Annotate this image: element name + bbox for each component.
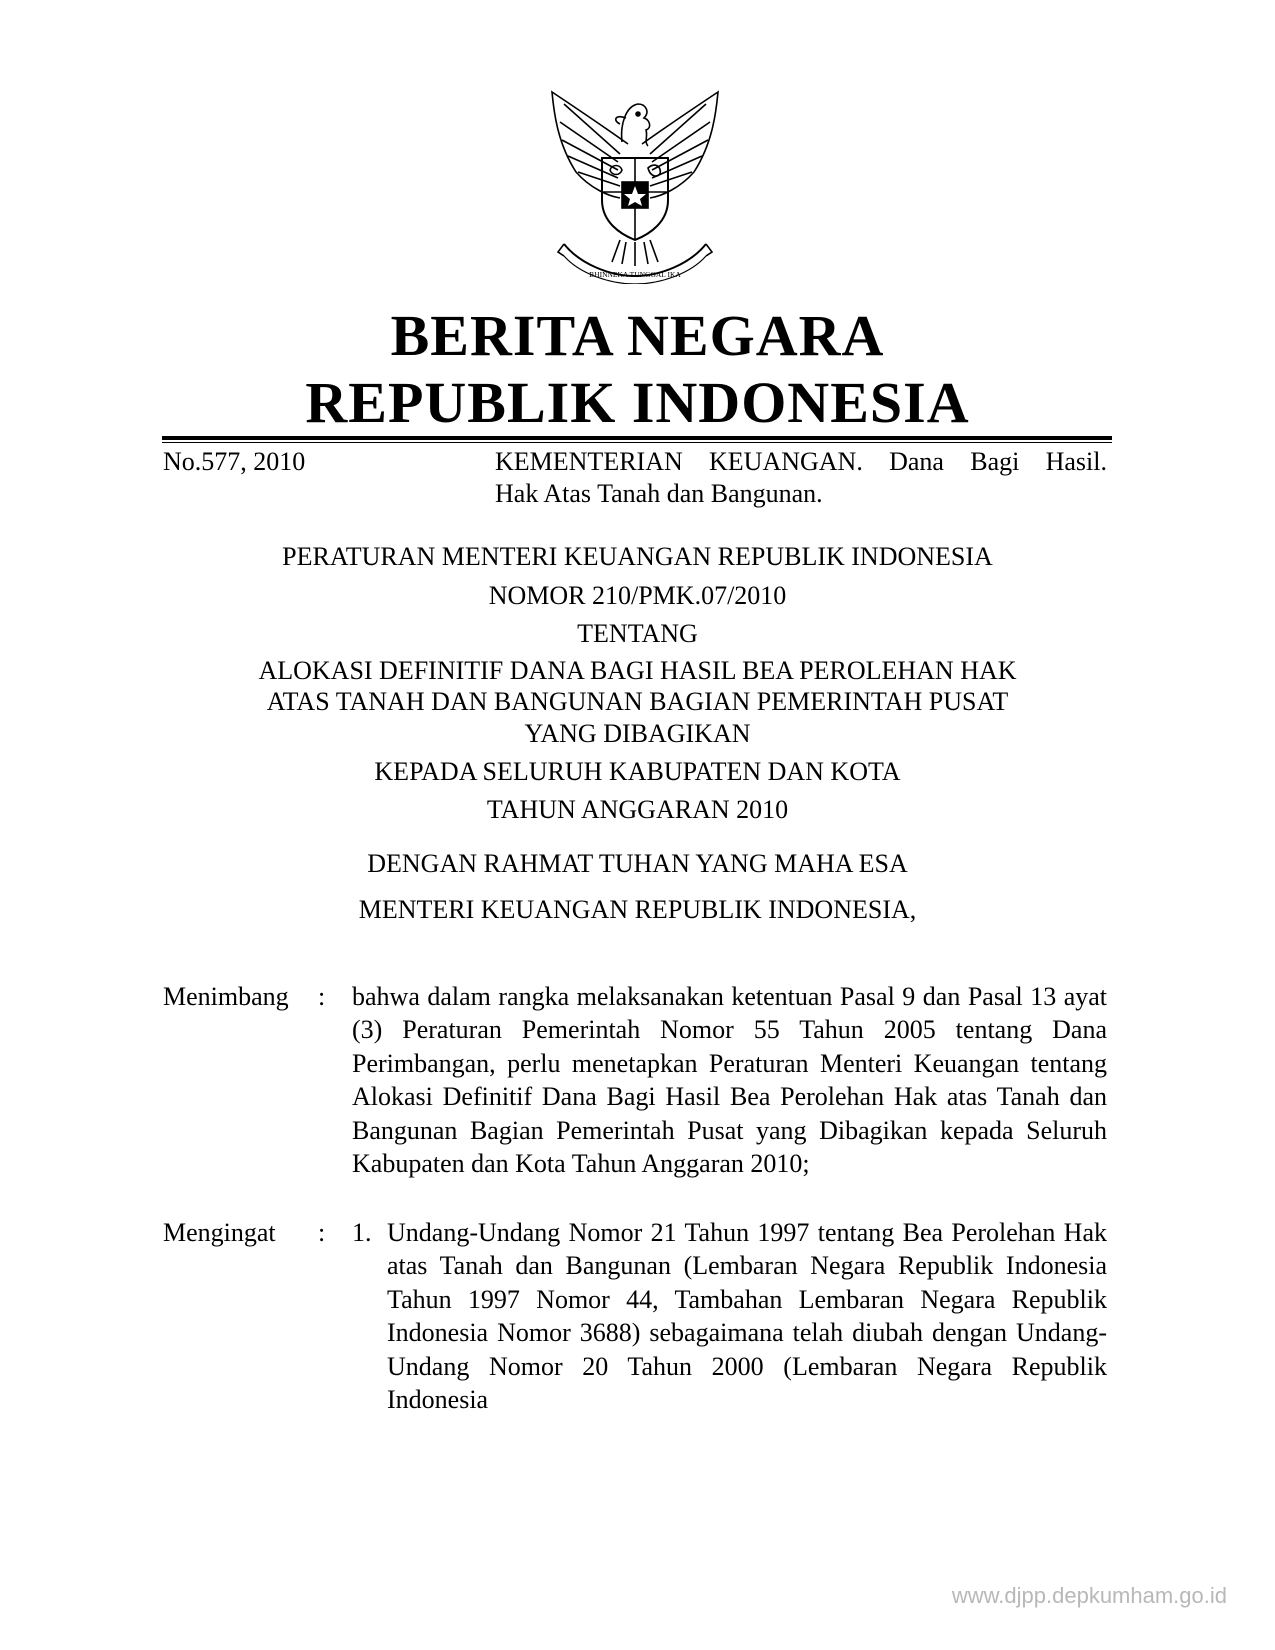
masthead-subtitle: REPUBLIK INDONESIA: [305, 370, 970, 435]
regulation-title: PERATURAN MENTERI KEUANGAN REPUBLIK INDONESIA: [282, 542, 993, 571]
regulation-number: NOMOR 210/PMK.07/2010: [488, 581, 787, 610]
menimbang-label: Menimbang: [163, 982, 289, 1011]
source-watermark: www.djpp.depkumham.go.id: [951, 1583, 1227, 1608]
issue-summary-line-2: Hak Atas Tanah dan Bangunan.: [495, 479, 823, 508]
issue-summary: [495, 446, 1107, 510]
issuer: MENTERI KEUANGAN REPUBLIK INDONESIA,: [358, 895, 917, 924]
regulation-subject-line: ATAS TANAH DAN BANGUNAN BAGIAN PEMERINTAH PUSAT: [266, 687, 1009, 716]
regulation-subject-line: YANG DIBAGIKAN: [524, 719, 751, 748]
svg-text:BHINNEKA TUNGGAL IKA: BHINNEKA TUNGGAL IKA: [589, 270, 681, 279]
menimbang-colon: :: [318, 982, 326, 1011]
mengingat-colon: :: [318, 1218, 326, 1247]
garuda-emblem-icon: [540, 84, 730, 284]
mengingat-item-number: 1.: [352, 1218, 372, 1247]
regulation-about: TENTANG: [577, 619, 698, 648]
regulation-subject-line: TAHUN ANGGARAN 2010: [486, 795, 789, 824]
regulation-subject-line: ALOKASI DEFINITIF DANA BAGI HASIL BEA PEROLEHAN HAK: [258, 656, 1017, 685]
menimbang-text: bahwa dalam rangka melaksanakan ketentuan Pasal 9 dan Pasal 13 ayat (3) Peraturan Pemerintah Nomor 55 Tahun 2005 tentang Dana Perimbangan, perlu menetapkan Peraturan Menteri Keuangan tentang Alokasi Definitif Dana Bagi Hasil Bea Perolehan Hak atas Tanah dan Bangunan Bagian Pemerintah Pusat yang Dibagikan kepada Seluruh Kabupaten dan Kota Tahun Anggaran 2010;: [352, 982, 1107, 1179]
issue-number: No.577, 2010: [163, 447, 306, 476]
header-divider: [162, 436, 1112, 440]
regulation-subject-line: KEPADA SELURUH KABUPATEN DAN KOTA: [374, 757, 901, 786]
issue-summary-line-1: KEMENTERIAN KEUANGAN. Dana Bagi Hasil.: [495, 447, 1107, 476]
mengingat-label: Mengingat: [163, 1218, 276, 1247]
mengingat-item-text: Undang-Undang Nomor 21 Tahun 1997 tentang Bea Perolehan Hak atas Tanah dan Bangunan (Lembaran Negara Republik Indonesia Tahun 1997 Nomor 44, Tambahan Lembaran Negara Republik Indonesia Nomor 3688) sebagaimana telah diubah dengan Undang-Undang Nomor 20 Tahun 2000 (Lembaran Negara Republik Indonesia: [387, 1218, 1107, 1415]
masthead-title: BERITA NEGARA: [390, 303, 885, 368]
invocation: DENGAN RAHMAT TUHAN YANG MAHA ESA: [367, 849, 908, 878]
header-divider-thin: [162, 442, 1112, 443]
